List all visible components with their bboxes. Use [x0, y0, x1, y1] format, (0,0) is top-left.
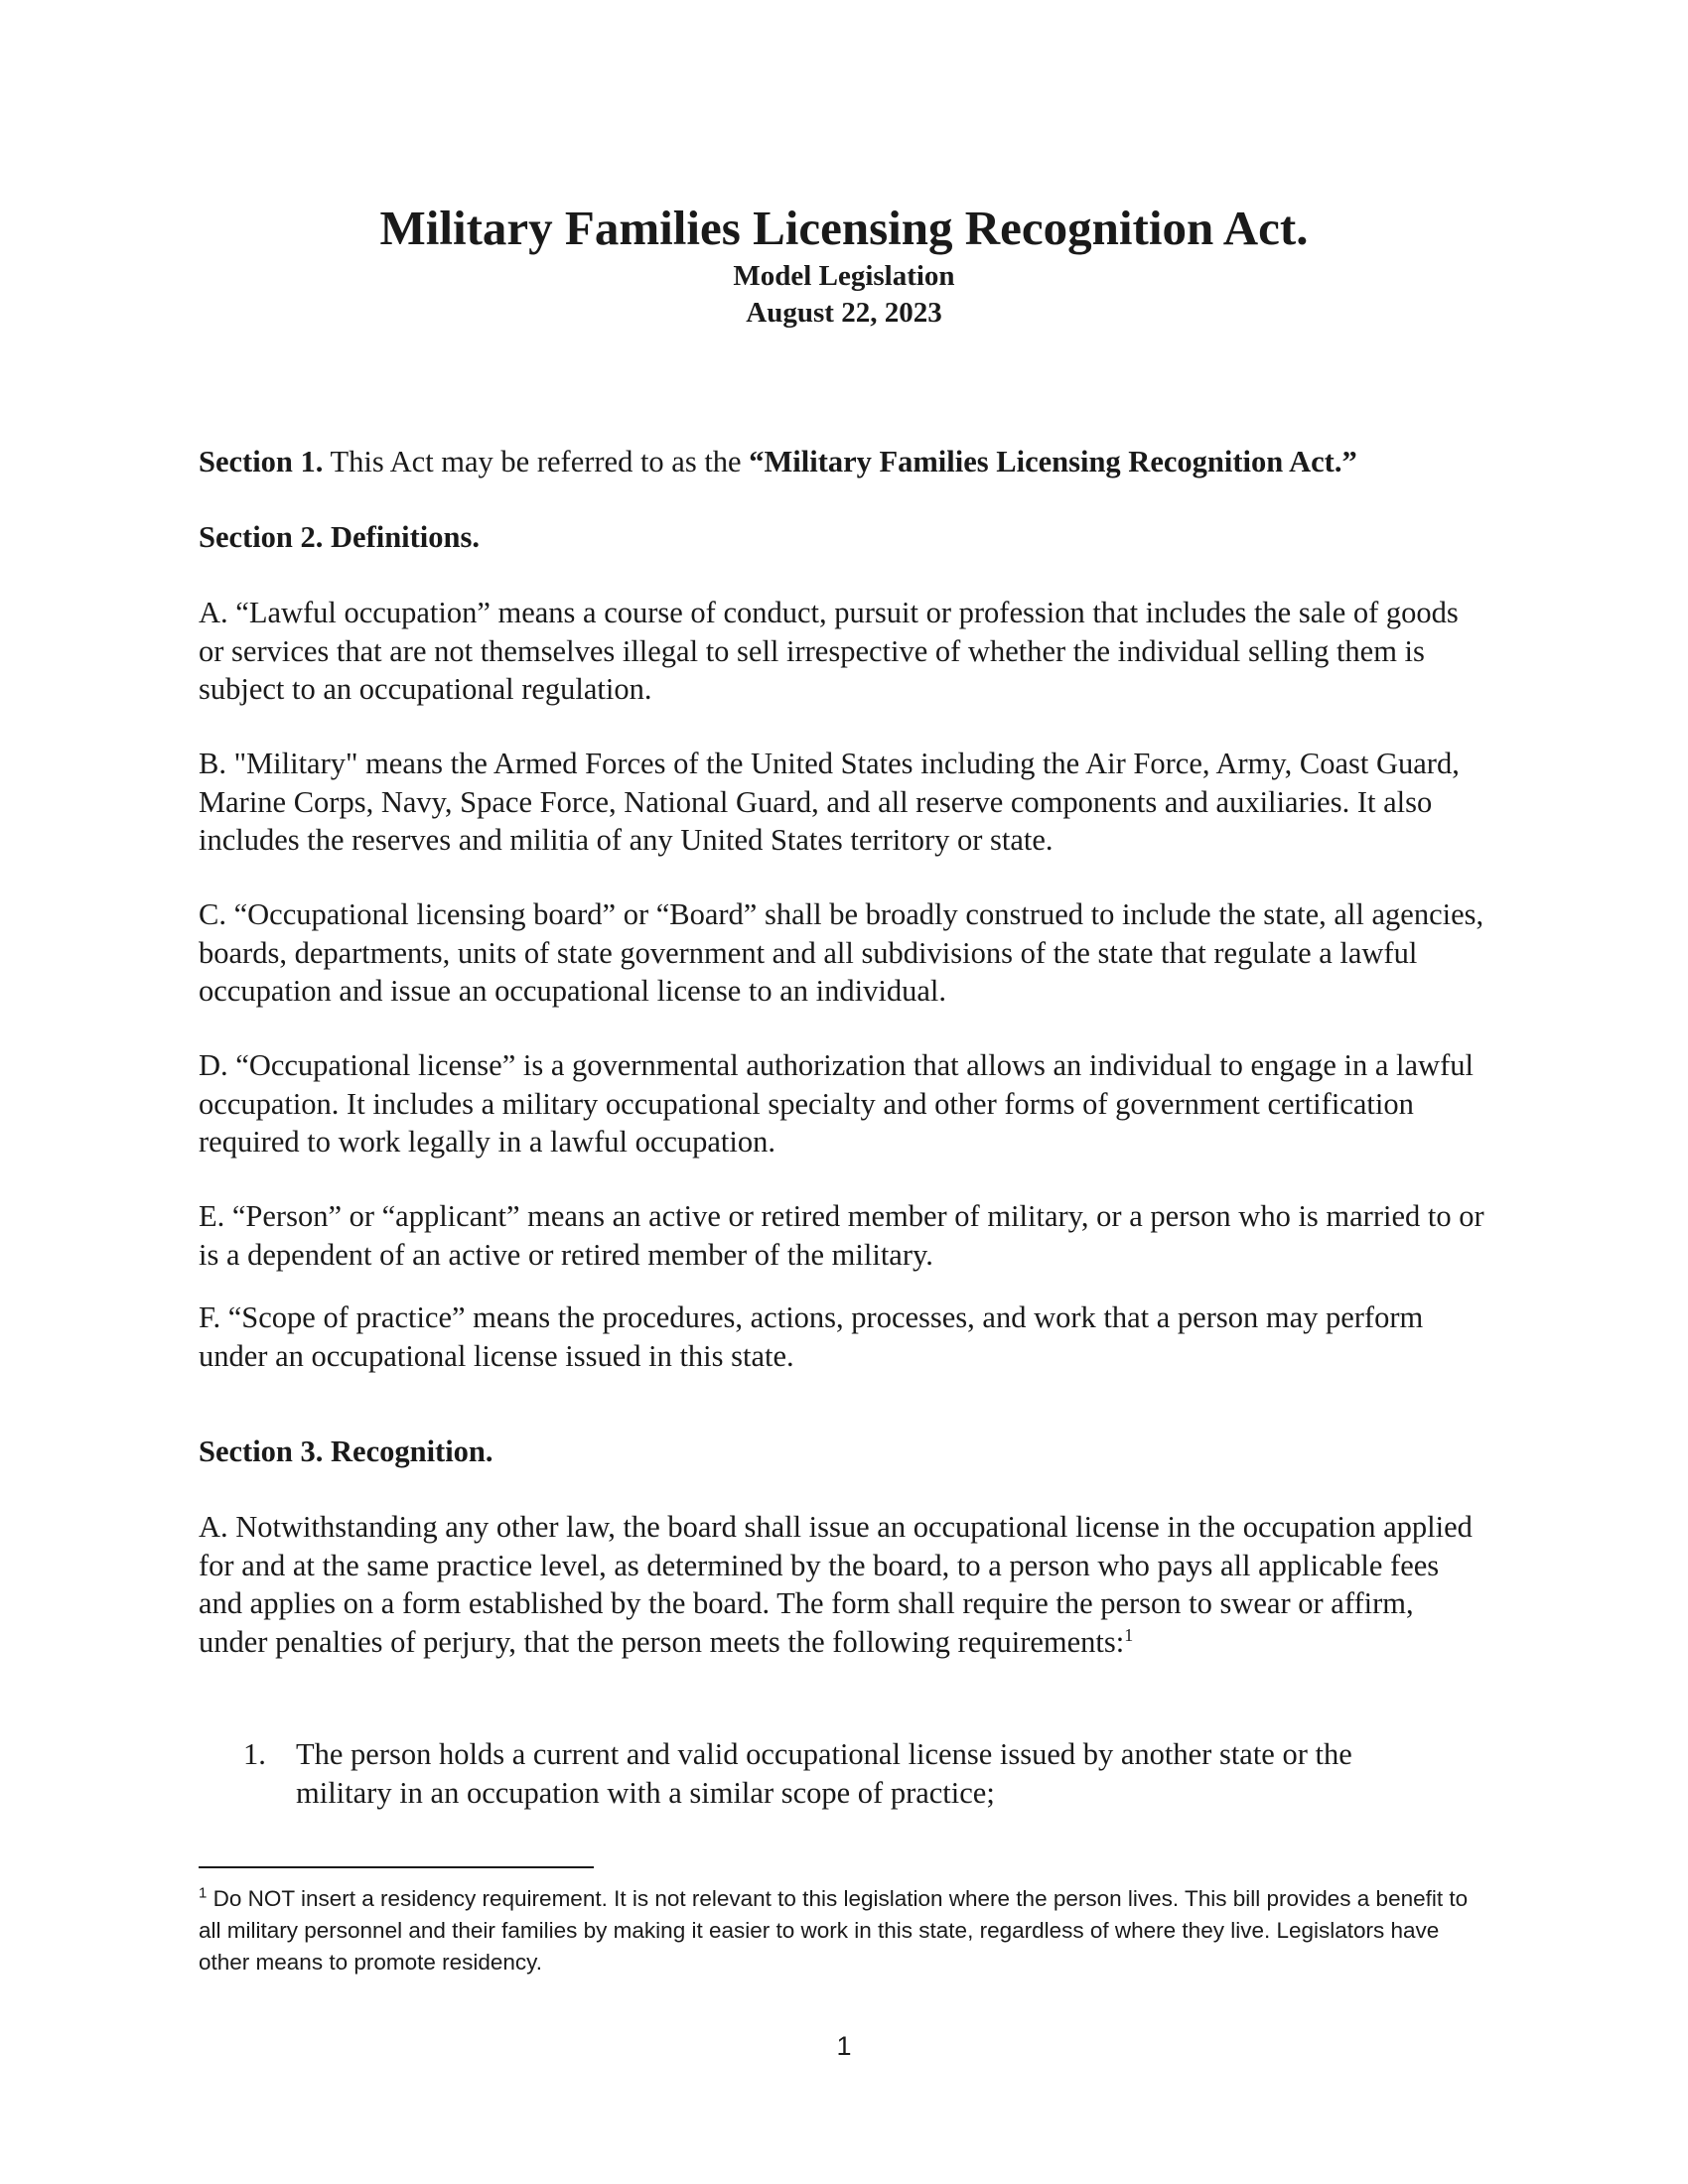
requirement-text: The person holds a current and valid occupational license issued by another state or the military in an occupation with a similar scope of practice; — [296, 1737, 1352, 1810]
section-3-paragraph-a-text: A. Notwithstanding any other law, the board shall issue an occupational license in the occupation applied for and at the same practice level, as determined by the board, to a person who pays all applicable fees and applies on a form established by the board. The form shall require the person to swear or affirm, under penalties of perjury, that the person meets the following requirements: — [199, 1510, 1473, 1659]
section-3-paragraph-a — [199, 1508, 1489, 1661]
section-3-heading: Section 3. Recognition. — [199, 1434, 493, 1468]
footnote-text: Do NOT insert a residency requirement. It is not relevant to this legislation where the person lives. This bill provides a benefit to all military personnel and their families by making it easier to work in this state, regardless of where they live. Legislators have other means to promote residency. — [199, 1886, 1469, 1975]
section-1-heading: Section 1. — [199, 445, 324, 478]
section-1-act-name: “Military Families Licensing Recognition Act.” — [749, 445, 1357, 478]
footnote-marker: 1 — [199, 1884, 208, 1902]
section-2-heading: Section 2. Definitions. — [199, 520, 480, 554]
definition-f: F. “Scope of practice” means the procedures, actions, processes, and work that a person may perform under an occupational license issued in this state. — [199, 1300, 1424, 1373]
document-date: August 22, 2023 — [746, 297, 942, 329]
definition-b: B. "Military" means the Armed Forces of the United States including the Air Force, Army, Coast Guard, Marine Corps, Navy, Space Force, National Guard, and all reserve components and auxiliaries. It also includes the reserves and militia of any United States territory or state. — [199, 747, 1460, 857]
requirement-number: 1. — [243, 1737, 266, 1771]
footnote-reference[interactable]: 1 — [1124, 1624, 1134, 1645]
footnote — [199, 1883, 1489, 1979]
definition-d: D. “Occupational license” is a governmental authorization that allows an individual to engage in a lawful occupation. It includes a military occupational specialty and other forms of government certification required to work legally in a lawful occupation. — [199, 1048, 1474, 1159]
page-number: 1 — [836, 2031, 852, 2061]
definition-e: E. “Person” or “applicant” means an active or retired member of military, or a person who is married to or is a dependent of an active or retired member of the military. — [199, 1199, 1484, 1272]
document-subtitle: Model Legislation — [733, 260, 955, 292]
footnote-separator — [199, 1866, 594, 1868]
section-1-text: This Act may be referred to as the — [323, 445, 750, 478]
definition-a: A. “Lawful occupation” means a course of conduct, pursuit or profession that includes the sale of goods or services that are not themselves illegal to sell irrespective of whether the individual selling them is subject to an occupational regulation. — [199, 596, 1459, 706]
title-block — [0, 199, 1688, 332]
section-1-paragraph — [199, 443, 1489, 481]
document-title: Military Families Licensing Recognition Act. — [379, 201, 1309, 255]
definition-c: C. “Occupational licensing board” or “Board” shall be broadly construed to include the state, all agencies, boards, departments, units of state government and all subdivisions of the state that regulate a lawful occupation and issue an occupational license to an individual. — [199, 897, 1484, 1008]
